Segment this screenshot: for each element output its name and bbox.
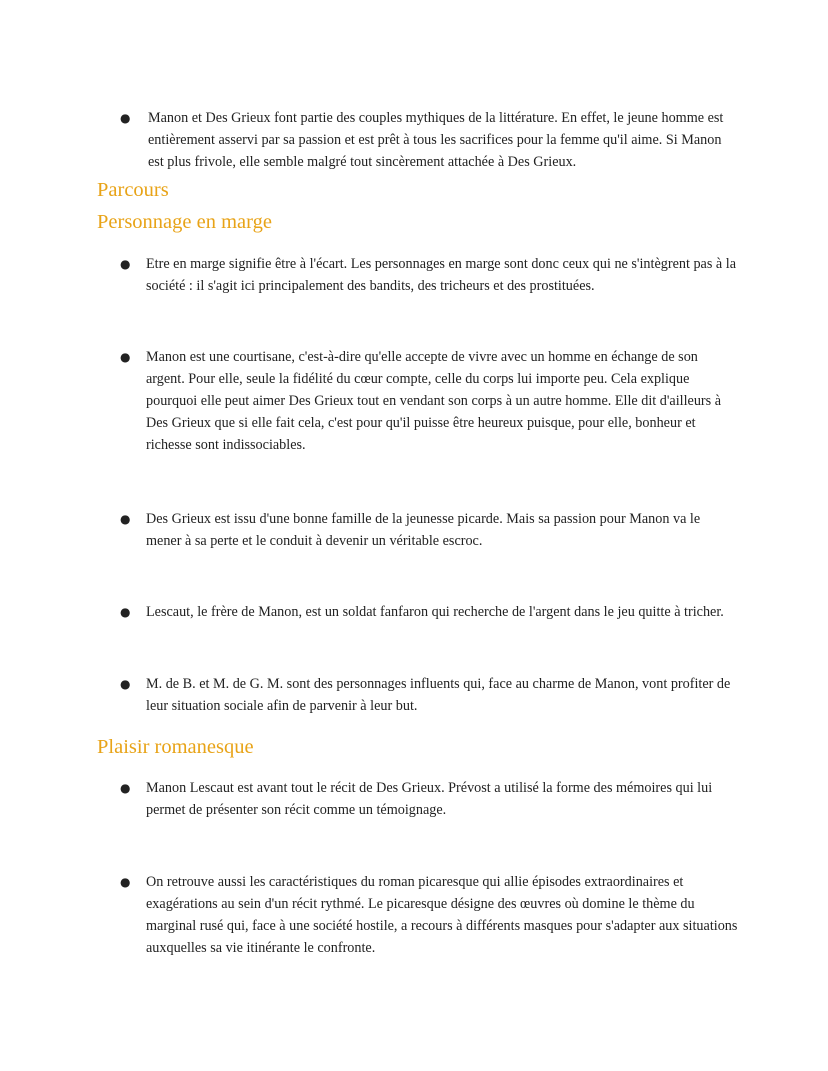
- list-item-text: Des Grieux est issu d'une bonne famille de la jeunesse picarde. Mais sa passion pour Manon va le mener à sa perte et le conduit à devenir un véritable escroc.: [146, 511, 701, 549]
- list-item-text: Lescaut, le frère de Manon, est un soldat fanfaron qui recherche de l'argent dans le jeu quitte à tricher.: [146, 604, 724, 620]
- list-item-text: Manon Lescaut est avant tout le récit de Des Grieux. Prévost a utilisé la forme des mémoires qui lui permet de présenter son récit comme un témoignage.: [146, 780, 713, 818]
- bullet-icon: ●: [120, 605, 131, 619]
- heading-plaisir-romanesque: Plaisir romanesque: [97, 736, 254, 758]
- list-item-text: Manon et Des Grieux font partie des couples mythiques de la littérature. En effet, le jeune homme est entièrement asservi par sa passion et est prêt à tous les sacrifices pour la femme qu'il aime. Si Manon est plus frivole, elle semble malgré tout sincèrement attachée à Des Grieux.: [148, 110, 724, 170]
- bullet-icon: ●: [120, 350, 131, 364]
- list-item-text: Etre en marge signifie être à l'écart. Les personnages en marge sont donc ceux qui ne s'intègrent pas à la société : il s'agit ici principalement des bandits, des tricheurs et des prostituées.: [146, 256, 736, 294]
- bullet-icon: ●: [120, 111, 131, 125]
- bullet-icon: ●: [120, 781, 131, 795]
- bullet-icon: ●: [120, 875, 131, 889]
- bullet-icon: ●: [120, 512, 131, 526]
- list-item-text: M. de B. et M. de G. M. sont des personnages influents qui, face au charme de Manon, vont profiter de leur situation sociale afin de parvenir à leur but.: [146, 676, 731, 714]
- list-item-text: On retrouve aussi les caractéristiques du roman picaresque qui allie épisodes extraordinaires et exagérations au sein d'un récit rythmé. Le picaresque désigne des œuvres où domine le thème du marginal rusé qui, face à une société hostile, a recours à différents masques pour s'adapter aux situations auxquelles sa vie itinérante le confronte.: [146, 874, 738, 956]
- heading-personnage-en-marge: Personnage en marge: [97, 211, 272, 233]
- bullet-icon: ●: [120, 257, 131, 271]
- heading-parcours: Parcours: [97, 179, 169, 201]
- list-item-text: Manon est une courtisane, c'est-à-dire qu'elle accepte de vivre avec un homme en échange de son argent. Pour elle, seule la fidélité du cœur compte, celle du corps lui importe peu. Cela explique pourquoi elle peut aimer Des Grieux tout en vendant son corps à un autre homme. Elle dit d'ailleurs à Des Grieux que si elle fait cela, c'est pour qu'il puisse être heureux puisque, pour elle, bonheur et richesse sont indissociables.: [146, 349, 722, 453]
- bullet-icon: ●: [120, 677, 131, 691]
